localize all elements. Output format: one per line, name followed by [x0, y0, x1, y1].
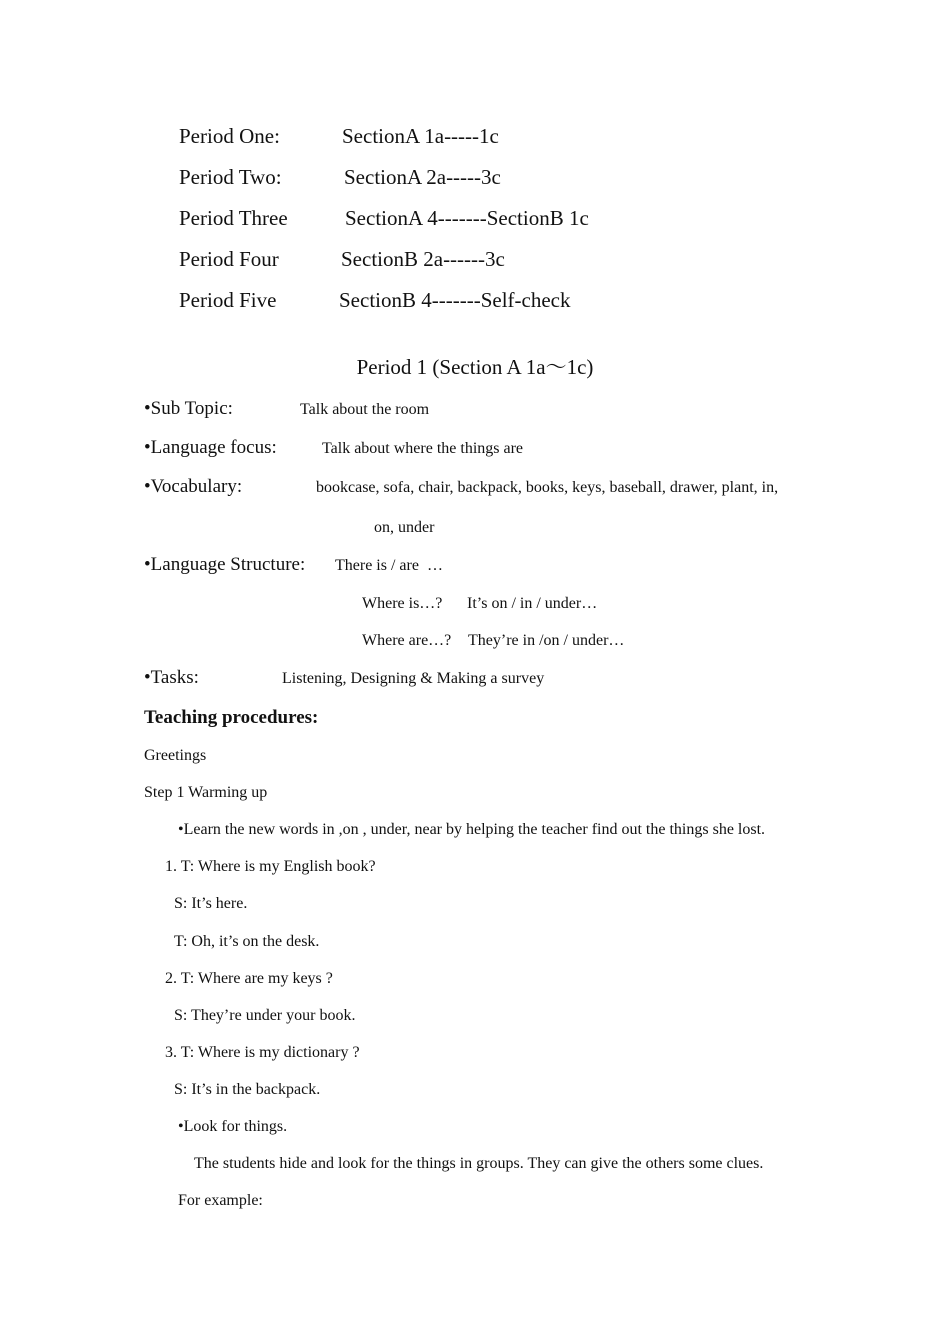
dialog-line-6: 3. T: Where is my dictionary ?: [165, 1044, 360, 1061]
period-1-section: SectionA 1a-----1c: [342, 124, 499, 148]
language-focus-label: Language focus:: [150, 437, 277, 458]
for-example: For example:: [178, 1192, 263, 1209]
period-3-name: Period Three: [179, 206, 288, 230]
bullet: •: [144, 476, 151, 497]
bullet: •: [144, 437, 151, 458]
vocabulary-label: Vocabulary:: [150, 476, 243, 497]
sub-topic-row: [144, 399, 233, 418]
tasks-row: [144, 668, 199, 687]
vocabulary-value-1: bookcase, sofa, chair, backpack, books, keys, baseball, drawer, plant, in,: [316, 479, 779, 496]
tasks-label: Tasks:: [150, 667, 199, 688]
dialog-line-3: T: Oh, it’s on the desk.: [174, 933, 320, 950]
dialog-line-4: 2. T: Where are my keys ?: [165, 970, 333, 987]
language-structure-label: Language Structure:: [150, 554, 306, 575]
period-title: Period 1 (Section A 1a～1c): [356, 355, 594, 379]
period-5-name: Period Five: [179, 288, 277, 312]
dialog-line-1: 1. T: Where is my English book?: [165, 858, 376, 875]
sub-topic-label: Sub Topic:: [150, 398, 233, 419]
learn-words-text: Learn the new words in ,on , under, near by helping the teacher find out the things she lost.: [183, 821, 766, 838]
language-structure-row: [144, 555, 305, 574]
dialog-line-7: S: It’s in the backpack.: [174, 1081, 321, 1098]
language-focus-value: Talk about where the things are: [322, 440, 524, 457]
bullet: •: [144, 667, 151, 688]
period-1-name: Period One:: [179, 124, 280, 148]
dialog-line-2: S: It’s here.: [174, 895, 248, 912]
tasks-value: Listening, Designing & Making a survey: [282, 670, 545, 687]
vocabulary-row: [144, 477, 242, 496]
language-structure-line-2a: Where is…?: [362, 595, 443, 612]
bullet: •: [178, 1118, 184, 1135]
procedures-heading: Teaching procedures:: [144, 707, 319, 728]
bullet: •: [178, 821, 184, 838]
language-focus-row: [144, 438, 277, 457]
step-1-heading: Step 1 Warming up: [144, 784, 268, 801]
period-2-section: SectionA 2a-----3c: [344, 165, 501, 189]
language-structure-line-3b: They’re in /on / under…: [468, 632, 625, 649]
period-5-section: SectionB 4-------Self-check: [339, 288, 571, 312]
look-for-text: Look for things.: [183, 1118, 288, 1135]
hide-text: The students hide and look for the things in groups. They can give the others some clues.: [194, 1155, 764, 1172]
bullet: •: [144, 398, 151, 419]
vocabulary-value-2: on, under: [374, 519, 435, 536]
language-structure-line-2b: It’s on / in / under…: [467, 595, 598, 612]
language-structure-line-1: There is / are …: [335, 557, 443, 574]
greetings: Greetings: [144, 747, 207, 764]
period-4-section: SectionB 2a------3c: [341, 247, 505, 271]
bullet: •: [144, 554, 151, 575]
sub-topic-value: Talk about the room: [300, 401, 430, 418]
period-4-name: Period Four: [179, 247, 279, 271]
period-3-section: SectionA 4-------SectionB 1c: [345, 206, 589, 230]
learn-words-item: [178, 822, 765, 838]
dialog-line-5: S: They’re under your book.: [174, 1007, 356, 1024]
look-for-item: [178, 1119, 287, 1135]
period-2-name: Period Two:: [179, 165, 282, 189]
language-structure-line-3a: Where are…?: [362, 632, 452, 649]
